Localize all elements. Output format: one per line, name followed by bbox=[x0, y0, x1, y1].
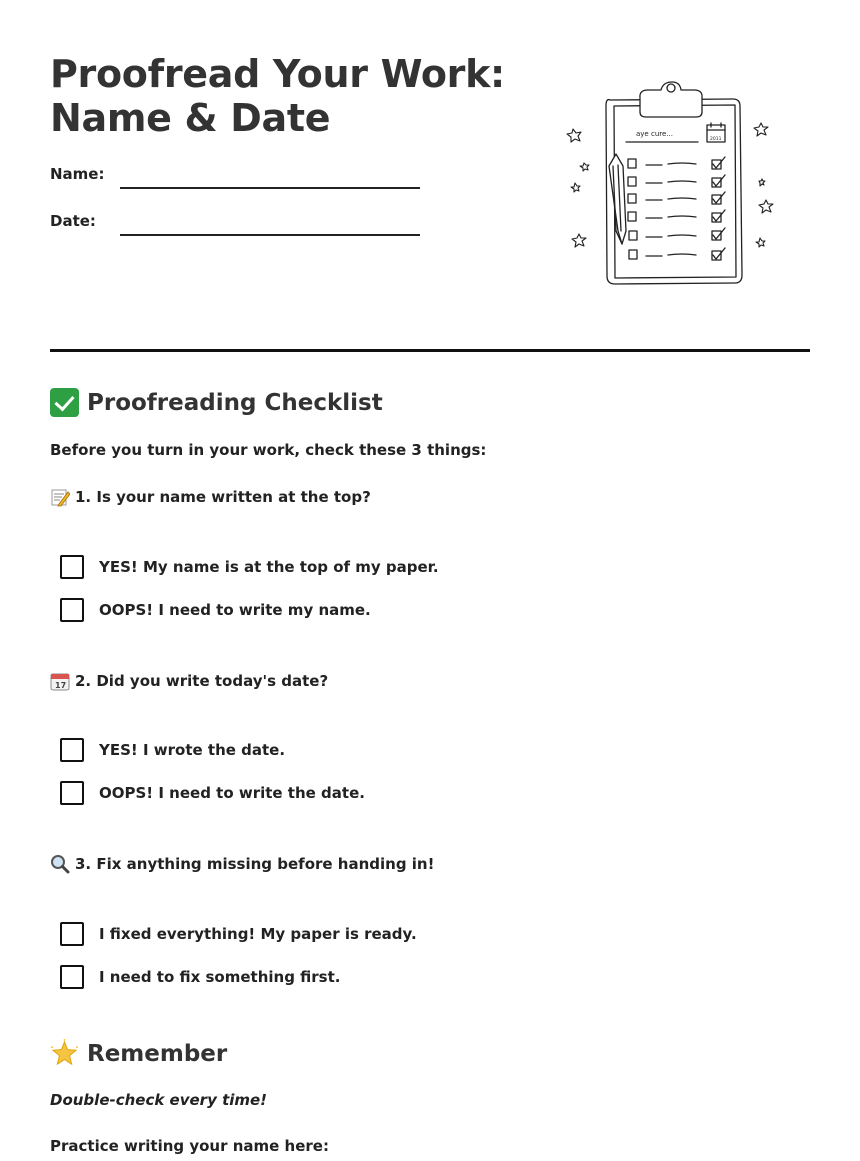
clipboard-text: aye cure... bbox=[636, 130, 673, 138]
checkbox[interactable] bbox=[60, 781, 84, 805]
svg-text:17: 17 bbox=[55, 681, 67, 690]
remember-title: Remember bbox=[87, 1040, 228, 1067]
question-2-text: 2. Did you write today's date? bbox=[75, 672, 329, 690]
checklist-heading bbox=[50, 388, 383, 417]
calendar-text: 2011 bbox=[710, 137, 722, 142]
option-1-yes[interactable] bbox=[60, 555, 439, 579]
date-label: Date: bbox=[50, 212, 96, 230]
calendar-icon bbox=[50, 671, 70, 691]
option-2-yes[interactable] bbox=[60, 738, 285, 762]
checkbox[interactable] bbox=[60, 738, 84, 762]
memo-icon bbox=[50, 487, 70, 507]
checkbox[interactable] bbox=[60, 598, 84, 622]
name-label: Name: bbox=[50, 165, 105, 183]
page-title bbox=[50, 52, 505, 140]
checkbox[interactable] bbox=[60, 922, 84, 946]
remember-heading bbox=[50, 1039, 227, 1068]
option-label: I need to fix something first. bbox=[99, 968, 341, 986]
check-mark-button-icon bbox=[50, 388, 79, 417]
option-label: OOPS! I need to write my name. bbox=[99, 601, 371, 619]
question-2 bbox=[50, 671, 328, 691]
section-divider bbox=[50, 349, 810, 352]
option-3-fix-first[interactable] bbox=[60, 965, 340, 989]
option-label: YES! My name is at the top of my paper. bbox=[99, 558, 439, 576]
magnifying-glass-icon bbox=[50, 854, 70, 874]
question-1 bbox=[50, 487, 371, 507]
checkbox[interactable] bbox=[60, 965, 84, 989]
option-label: I fixed everything! My paper is ready. bbox=[99, 925, 417, 943]
practice-prompt: Practice writing your name here: bbox=[50, 1137, 329, 1155]
option-2-oops[interactable] bbox=[60, 781, 365, 805]
question-3-text: 3. Fix anything missing before handing in! bbox=[75, 855, 435, 873]
date-field[interactable] bbox=[120, 234, 420, 236]
checklist-intro: Before you turn in your work, check these 3 things: bbox=[50, 441, 487, 459]
page-title-line2: Name & Date bbox=[50, 96, 331, 140]
glowing-star-icon bbox=[50, 1039, 79, 1068]
page-title-line1: Proofread Your Work: bbox=[50, 52, 505, 96]
option-label: YES! I wrote the date. bbox=[99, 741, 286, 759]
clipboard-illustration bbox=[560, 76, 780, 288]
option-3-fixed[interactable] bbox=[60, 922, 417, 946]
option-label: OOPS! I need to write the date. bbox=[99, 784, 365, 802]
name-field[interactable] bbox=[120, 187, 420, 189]
checkbox[interactable] bbox=[60, 555, 84, 579]
question-3 bbox=[50, 854, 434, 874]
checklist-title: Proofreading Checklist bbox=[87, 389, 383, 416]
remember-note: Double-check every time! bbox=[50, 1091, 268, 1109]
option-1-oops[interactable] bbox=[60, 598, 371, 622]
question-1-text: 1. Is your name written at the top? bbox=[75, 488, 371, 506]
